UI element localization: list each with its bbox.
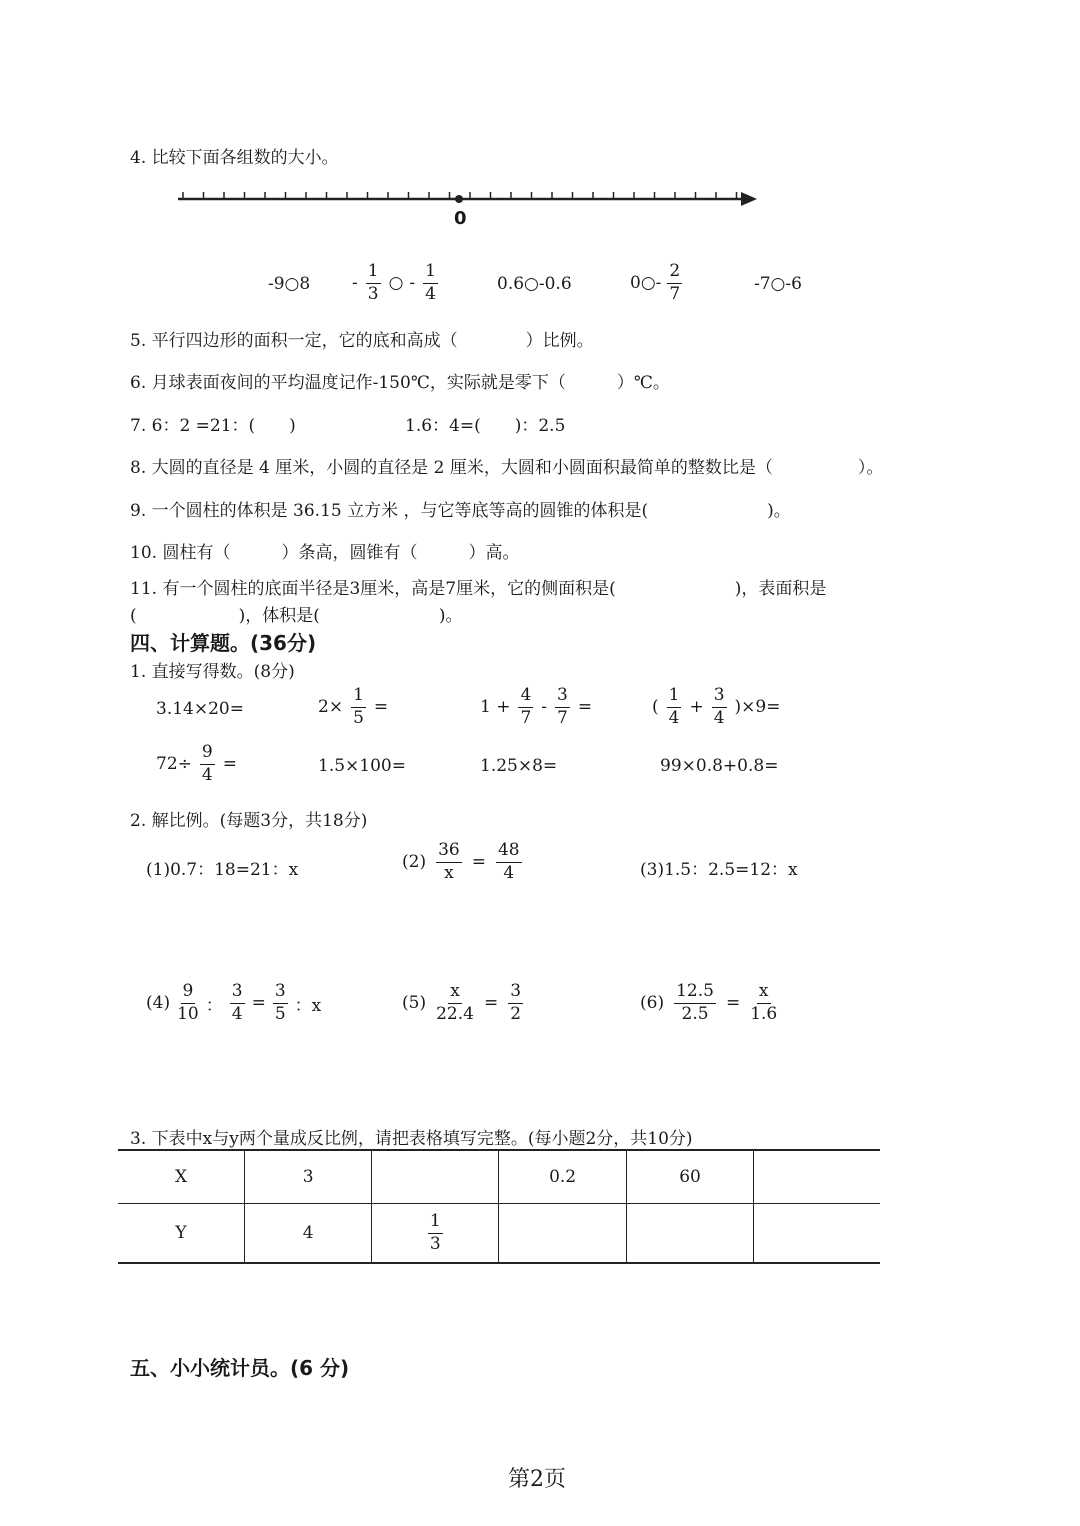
proportion-5 — [402, 983, 525, 1024]
number-line-arrow — [741, 192, 757, 206]
equals-sign: = — [471, 852, 486, 873]
calc-d-suffix: )×9= — [734, 697, 781, 718]
fraction: $\frac{x}{1.6}$ — [750, 981, 778, 1024]
fraction: $\frac{4}{7}$ — [520, 685, 532, 728]
table-cell-blank[interactable] — [626, 1204, 753, 1264]
table-cell: 0.2 — [499, 1150, 626, 1204]
fraction: $\frac{x}{22.4}$ — [436, 981, 474, 1024]
proportion-6 — [640, 983, 779, 1024]
item-label: (5) — [402, 993, 427, 1014]
compare-d-prefix: 0○- — [630, 273, 662, 294]
q7-part2: 1.6：4=( )：2.5 — [405, 416, 566, 436]
compare-c: 0.6○-0.6 — [497, 274, 572, 294]
compare-b-sign: - — [352, 273, 358, 294]
compare-d — [630, 263, 684, 304]
fraction: $\frac{2}{7}$ — [669, 261, 681, 304]
calc-h: 99×0.8+0.8= — [660, 756, 779, 776]
table-row-y — [118, 1204, 880, 1264]
q9: 9. 一个圆柱的体积是 36.15 立方米 ，与它等底等高的圆锥的体积是( )。 — [130, 501, 791, 521]
fraction: $\frac{9}{10}$ — [177, 981, 199, 1024]
calc-d — [652, 687, 780, 728]
open-paren: ( — [652, 697, 659, 718]
item-label: (6) — [640, 993, 665, 1014]
table-cell-blank[interactable] — [754, 1204, 880, 1264]
fraction: $\frac{1}{5}$ — [353, 685, 364, 728]
fraction: $\frac{3}{7}$ — [557, 685, 568, 728]
table-cell: X — [118, 1150, 245, 1204]
item-suffix: ：x — [294, 995, 322, 1016]
compare-b — [352, 263, 440, 304]
calc-e — [156, 744, 237, 785]
calc-a: 3.14×20= — [156, 699, 244, 719]
calc-g: 1.25×8= — [480, 756, 558, 776]
compare-circle: ○ — [388, 273, 404, 294]
q11-line1: 11. 有一个圆柱的底面半径是3厘米，高是7厘米，它的侧面积是( )，表面积是 — [130, 579, 827, 599]
table-cell: 4 — [245, 1204, 372, 1264]
q5: 5. 平行四边形的面积一定，它的底和高成（ ）比例。 — [130, 331, 594, 351]
number-line-origin-dot — [455, 195, 463, 203]
proportion-1: (1)0.7：18=21：x — [146, 860, 299, 880]
item-label: (4) — [146, 993, 171, 1014]
calc-b-prefix: 2× — [318, 697, 344, 718]
equals-sign: = — [373, 697, 389, 718]
fraction: $\frac{3}{5}$ — [274, 981, 286, 1024]
fraction: $\frac{48}{4}$ — [497, 840, 520, 883]
fraction: $\frac{1}{3}$ — [367, 261, 379, 304]
table-row-x — [118, 1150, 880, 1204]
number-line — [175, 182, 765, 216]
equals-sign: = — [725, 993, 741, 1014]
calc-c — [480, 687, 592, 728]
fraction: $\frac{12.5}{2.5}$ — [676, 981, 714, 1024]
q4-prompt: 4. 比较下面各组数的大小。 — [130, 148, 339, 168]
equals-sign: = — [222, 754, 237, 775]
fraction: $\frac{3}{2}$ — [510, 981, 522, 1024]
number-line-zero-label: 0 — [454, 208, 467, 229]
calc-part3-title: 3. 下表中x与y两个量成反比例，请把表格填写完整。(每小题2分，共10分) — [130, 1129, 693, 1149]
table-cell-blank[interactable] — [499, 1204, 626, 1264]
minus-sign: - — [541, 697, 548, 718]
proportion-4 — [146, 983, 321, 1024]
q6: 6. 月球表面夜间的平均温度记作-150℃，实际就是零下（ ）℃。 — [130, 373, 670, 393]
fraction: $\frac{1}{4}$ — [668, 685, 680, 728]
fraction: $\frac{9}{4}$ — [201, 742, 213, 785]
page-number: 第2页 — [508, 1467, 566, 1492]
compare-e: -7○-6 — [754, 274, 802, 294]
q11-line2: ( )，体积是( )。 — [130, 606, 463, 626]
calc-part2-title: 2. 解比例。(每题3分，共18分) — [130, 811, 368, 831]
equals-sign: = — [251, 993, 266, 1014]
colon-sign: ： — [205, 995, 223, 1016]
calc-c-prefix: 1 + — [480, 697, 511, 718]
section4-title: 四、计算题。(36分) — [130, 631, 317, 655]
equals-sign: = — [483, 993, 499, 1014]
fraction: $\frac{1}{3}$ — [429, 1210, 441, 1254]
proportion-2 — [402, 842, 524, 883]
compare-a: -9○8 — [268, 274, 311, 294]
calc-e-prefix: 72÷ — [156, 754, 192, 775]
proportion-3: (3)1.5：2.5=12：x — [640, 860, 798, 880]
calc-part1-title: 1. 直接写得数。(8分) — [130, 662, 295, 682]
q7-part1: 7. 6：2 =21：( ) — [130, 416, 296, 436]
q8: 8. 大圆的直径是 4 厘米，小圆的直径是 2 厘米，大圆和小圆面积最简单的整数比是（ ）。 — [130, 458, 884, 478]
table-cell-blank[interactable] — [372, 1150, 499, 1204]
fraction: $\frac{1}{4}$ — [425, 261, 436, 304]
q10: 10. 圆柱有（ ）条高，圆锥有（ ）高。 — [130, 543, 520, 563]
equals-sign: = — [577, 697, 593, 718]
fraction: $\frac{36}{x}$ — [438, 840, 460, 883]
plus-sign: + — [689, 697, 704, 718]
table-cell: 60 — [626, 1150, 753, 1204]
compare-b-sign: - — [409, 273, 416, 294]
table-cell: Y — [118, 1204, 245, 1264]
calc-b — [318, 687, 388, 728]
calc-f: 1.5×100= — [318, 756, 406, 776]
item-label: (2) — [402, 852, 427, 873]
fraction: $\frac{3}{4}$ — [713, 685, 725, 728]
section5-title: 五、小小统计员。(6 分) — [130, 1356, 350, 1380]
table-cell: 3 — [245, 1150, 372, 1204]
table-cell-blank[interactable] — [754, 1150, 880, 1204]
inverse-proportion-table — [118, 1149, 880, 1264]
table-cell — [372, 1204, 499, 1264]
fraction: $\frac{3}{4}$ — [231, 981, 243, 1024]
